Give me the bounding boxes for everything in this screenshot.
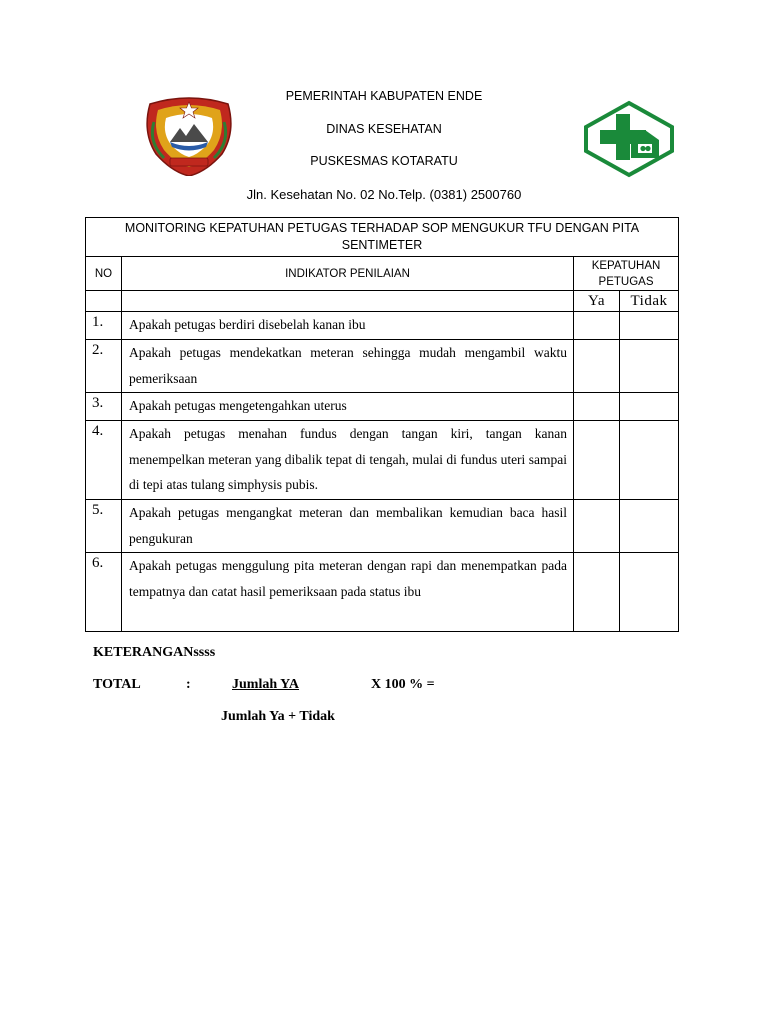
table-row — [86, 393, 679, 421]
table-title: MONITORING KEPATUHAN PETUGAS TERHADAP SOP MENGUKUR TFU DENGAN PITA SENTIMETER — [86, 218, 679, 257]
row-number: 5. — [86, 500, 122, 553]
formula-multiplier: X 100 % = — [371, 677, 435, 692]
row-number: 3. — [86, 393, 122, 421]
header-department: DINAS KESEHATAN — [326, 122, 442, 136]
row-indicator: Apakah petugas mengangkat meteran dan membalikan kemudian baca hasil pengukuran — [122, 500, 574, 553]
column-header-tidak: Tidak — [620, 291, 679, 312]
row-indicator: Apakah petugas menahan fundus dengan tangan kiri, tangan kanan menempelkan meteran yang dibalik tepat di tengah, mulai di fundus uteri sampai di tepi atas tulang simphysis pubis. — [122, 421, 574, 500]
tidak-checkbox-cell[interactable] — [620, 553, 679, 632]
row-indicator: Apakah petugas menggulung pita meteran dengan rapi dan menempatkan pada tempatnya dan catat hasil pemeriksaan pada status ibu — [122, 553, 574, 632]
table-row — [86, 553, 679, 632]
tidak-checkbox-cell[interactable] — [620, 393, 679, 421]
ya-checkbox-cell[interactable] — [574, 312, 620, 340]
row-number: 6. — [86, 553, 122, 632]
table-row — [86, 340, 679, 393]
table-row — [86, 421, 679, 500]
tidak-checkbox-cell[interactable] — [620, 500, 679, 553]
monitoring-table — [85, 217, 679, 632]
blank-cell — [86, 291, 122, 312]
column-header-kepatuhan: KEPATUHAN PETUGAS — [574, 257, 679, 291]
tidak-checkbox-cell[interactable] — [620, 340, 679, 393]
row-number: 2. — [86, 340, 122, 393]
row-indicator: Apakah petugas berdiri disebelah kanan ibu — [122, 312, 574, 340]
blank-cell — [122, 291, 574, 312]
column-header-indikator: INDIKATOR PENILAIAN — [122, 257, 574, 291]
table-row — [86, 500, 679, 553]
ya-checkbox-cell[interactable] — [574, 553, 620, 632]
keterangan-label: KETERANGANssss — [93, 645, 216, 660]
ya-checkbox-cell[interactable] — [574, 340, 620, 393]
ya-checkbox-cell[interactable] — [574, 421, 620, 500]
row-number: 1. — [86, 312, 122, 340]
column-header-ya: Ya — [574, 291, 620, 312]
column-header-no: NO — [86, 257, 122, 291]
row-indicator: Apakah petugas mendekatkan meteran sehingga mudah mengambil waktu pemeriksaan — [122, 340, 574, 393]
total-label: TOTAL — [93, 677, 141, 692]
row-number: 4. — [86, 421, 122, 500]
row-indicator: Apakah petugas mengetengahkan uterus — [122, 393, 574, 421]
header-government: PEMERINTAH KABUPATEN ENDE — [285, 89, 483, 103]
header-puskesmas: PUSKESMAS KOTARATU — [310, 154, 458, 168]
formula-denominator: Jumlah Ya + Tidak — [221, 709, 335, 724]
table-row — [86, 312, 679, 340]
total-colon: : — [186, 677, 191, 692]
header-address: Jln. Kesehatan No. 02 No.Telp. (0381) 2500760 — [246, 187, 522, 202]
tidak-checkbox-cell[interactable] — [620, 421, 679, 500]
formula-numerator: Jumlah YA — [232, 677, 300, 692]
ya-checkbox-cell[interactable] — [574, 500, 620, 553]
puskesmas-logo-icon — [583, 100, 675, 178]
tidak-checkbox-cell[interactable] — [620, 312, 679, 340]
ya-checkbox-cell[interactable] — [574, 393, 620, 421]
